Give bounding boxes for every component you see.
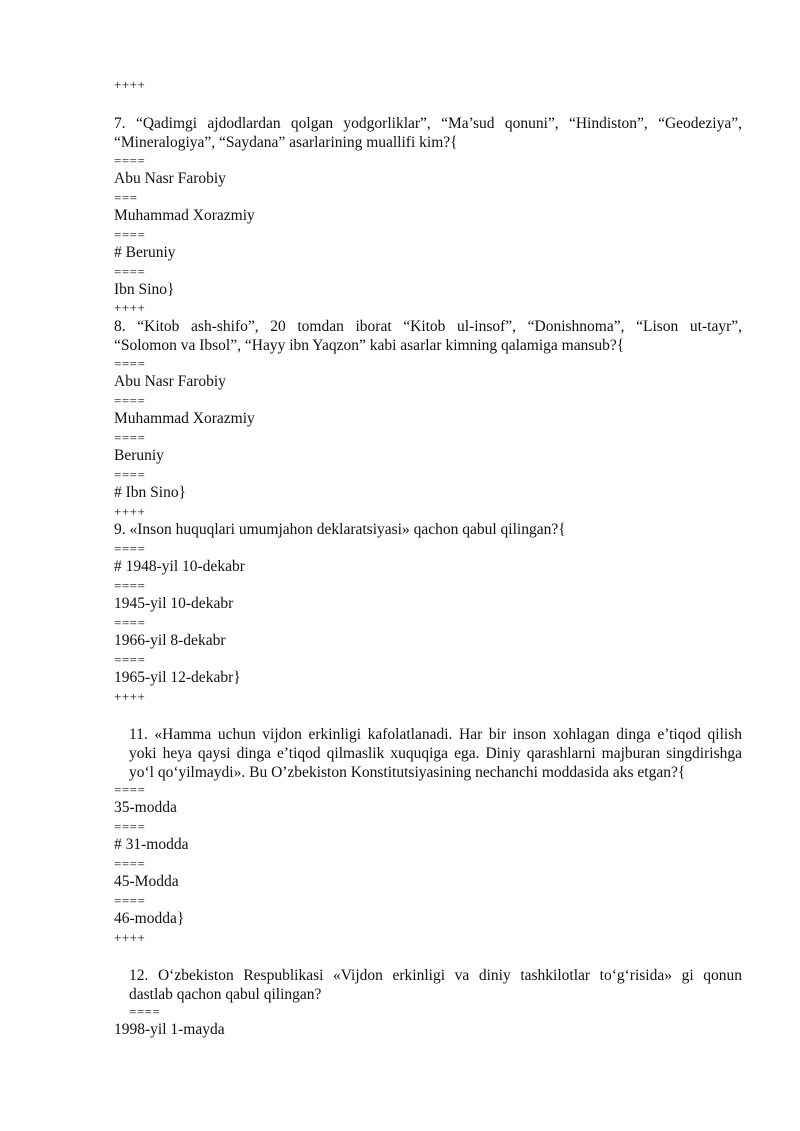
separator: === xyxy=(114,190,138,205)
answer-option: Abu Nasr Farobiy xyxy=(114,170,226,187)
answer-option: 1966-yil 8-dekabr xyxy=(114,632,226,649)
separator: ==== xyxy=(114,393,146,408)
separator: ==== xyxy=(129,1004,161,1019)
question-text: 7. “Qadimgi ajdodlardan qolgan yodgorliklar”, “Ma’sud qonuni”, “Hindiston”, “Geodeziya”, xyxy=(114,115,742,132)
answer-option: 45-Modda xyxy=(114,873,179,890)
question-text: dastlab qachon qabul qilingan? xyxy=(129,986,322,1003)
separator: ==== xyxy=(114,819,146,834)
separator: ==== xyxy=(114,578,146,593)
question-text: 12. O‘zbekiston Respublikasi «Vijdon erkinligi va diniy tashkilotlar to‘g‘risida» gi qonun xyxy=(129,967,742,984)
separator: ==== xyxy=(114,893,146,908)
separator: ++++ xyxy=(114,300,146,315)
separator: ==== xyxy=(114,541,146,556)
separator: ==== xyxy=(114,782,146,797)
separator: ==== xyxy=(114,153,146,168)
separator: ==== xyxy=(114,856,146,871)
separator: ==== xyxy=(114,356,146,371)
question-text: yoki heya qaysi dinga e’tiqod qilmaslik xuquqiga ega. Diniy qarashlarni majburan singdirishga xyxy=(129,745,742,762)
separator: ++++ xyxy=(114,930,146,945)
answer-option: Muhammad Xorazmiy xyxy=(114,410,255,427)
separator: ==== xyxy=(114,227,146,242)
answer-option-correct: # Ibn Sino} xyxy=(114,484,187,501)
separator: ==== xyxy=(114,615,146,630)
question-9: 9. «Inson huquqlari umumjahon deklaratsiyasi» qachon qabul qilingan?{ xyxy=(114,521,566,538)
answer-option: Muhammad Xorazmiy xyxy=(114,207,255,224)
answer-option-correct: # Beruniy xyxy=(114,244,176,261)
separator: ==== xyxy=(114,430,146,445)
answer-option: 35-modda xyxy=(114,799,177,816)
answer-option: Beruniy xyxy=(114,447,164,464)
separator: ==== xyxy=(114,264,146,279)
question-text: 11. «Hamma uchun vijdon erkinligi kafolatlanadi. Har bir inson xohlagan dinga e’tiqod qilish xyxy=(129,726,742,743)
separator: ==== xyxy=(114,652,146,667)
answer-option: 1945-yil 10-dekabr xyxy=(114,595,234,612)
question-12 xyxy=(129,966,742,1004)
question-8 xyxy=(114,317,742,355)
question-11 xyxy=(129,725,742,782)
separator: ==== xyxy=(114,467,146,482)
answer-option: 46-modda} xyxy=(114,910,185,927)
separator: ++++ xyxy=(114,77,146,92)
question-text: “Mineralogiya”, “Saydana” asarlarining muallifi kim?{ xyxy=(114,134,458,151)
separator: ++++ xyxy=(114,689,146,704)
answer-option: 1998-yil 1-mayda xyxy=(114,1021,225,1038)
answer-option: Ibn Sino} xyxy=(114,281,175,298)
question-text: 8. “Kitob ash-shifo”, 20 tomdan iborat “Kitob ul-insof”, “Donishnoma”, “Lison ut-tayr”, xyxy=(114,318,742,335)
answer-option: Abu Nasr Farobiy xyxy=(114,373,226,390)
question-text: “Solomon va Ibsol”, “Hayy ibn Yaqzon” kabi asarlar kimning qalamiga mansub?{ xyxy=(114,337,625,354)
answer-option-correct: # 1948-yil 10-dekabr xyxy=(114,558,245,575)
question-text: yo‘l qo‘yilmaydi». Bu O’zbekiston Konstitutsiyasining nechanchi moddasida aks etgan?{ xyxy=(129,764,686,781)
answer-option: 1965-yil 12-dekabr} xyxy=(114,669,241,686)
answer-option-correct: # 31-modda xyxy=(114,836,189,853)
separator: ++++ xyxy=(114,504,146,519)
question-7 xyxy=(114,114,742,152)
